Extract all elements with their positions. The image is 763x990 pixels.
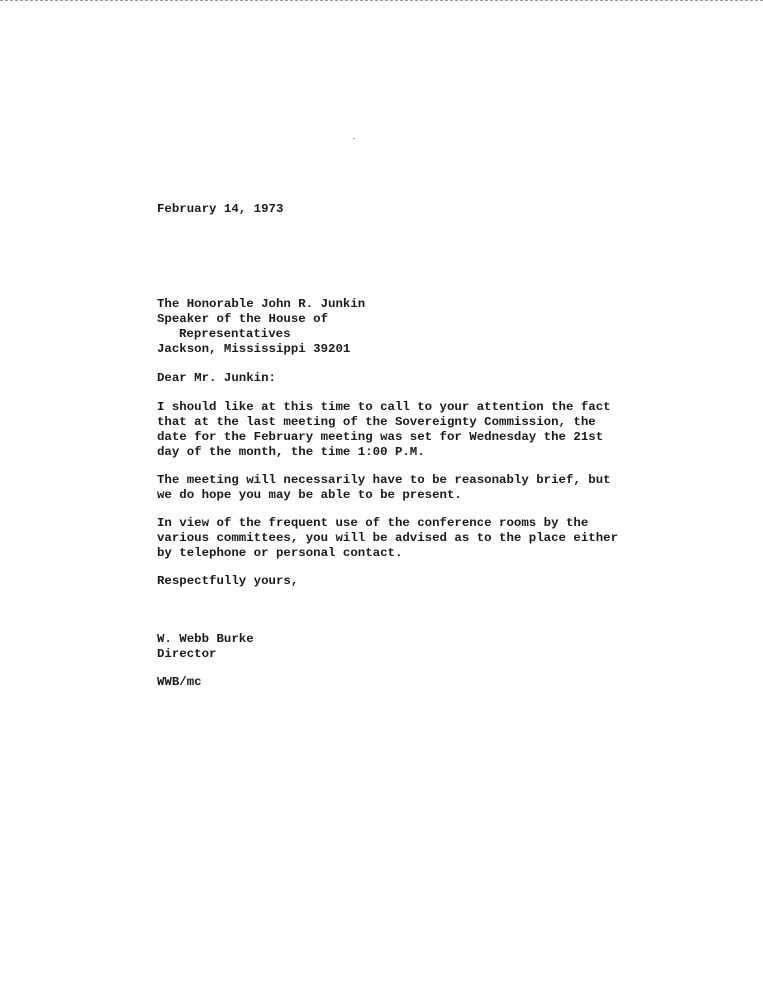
paragraph-line: I should like at this time to call to your attention the fact (157, 400, 611, 414)
paragraph-line: In view of the frequent use of the conference rooms by the (157, 516, 589, 530)
signer-title: Director (157, 647, 217, 661)
paragraph-line: that at the last meeting of the Sovereignty Commission, the (157, 415, 596, 429)
reference-initials: WWB/mc (157, 675, 202, 689)
recipient-line-4: Jackson, Mississippi 39201 (157, 342, 351, 356)
paragraph-line: various committees, you will be advised as to the place either (157, 531, 619, 545)
paragraph-line: date for the February meeting was set for Wednesday the 21st (157, 430, 604, 444)
paper-speck (353, 138, 355, 139)
recipient-line-2: Speaker of the House of (157, 312, 329, 326)
letter-date: February 14, 1973 (157, 202, 284, 216)
paragraph-line: day of the month, the time 1:00 P.M. (157, 445, 425, 459)
recipient-line-1: The Honorable John R. Junkin (157, 297, 366, 311)
page-top-edge (0, 0, 763, 1)
recipient-line-3: Representatives (179, 327, 291, 341)
paragraph-1 (157, 400, 657, 460)
recipient-address (157, 297, 657, 357)
complimentary-closing: Respectfully yours, (157, 574, 299, 588)
paragraph-line: by telephone or personal contact. (157, 546, 403, 560)
paragraph-line: The meeting will necessarily have to be reasonably brief, but (157, 473, 611, 487)
paragraph-3 (157, 516, 657, 561)
signer-name: W. Webb Burke (157, 632, 254, 646)
paragraph-2 (157, 473, 657, 503)
signature-block (157, 632, 657, 662)
paragraph-line: we do hope you may be able to be present. (157, 488, 462, 502)
salutation: Dear Mr. Junkin: (157, 371, 276, 385)
letter-body (157, 202, 657, 690)
